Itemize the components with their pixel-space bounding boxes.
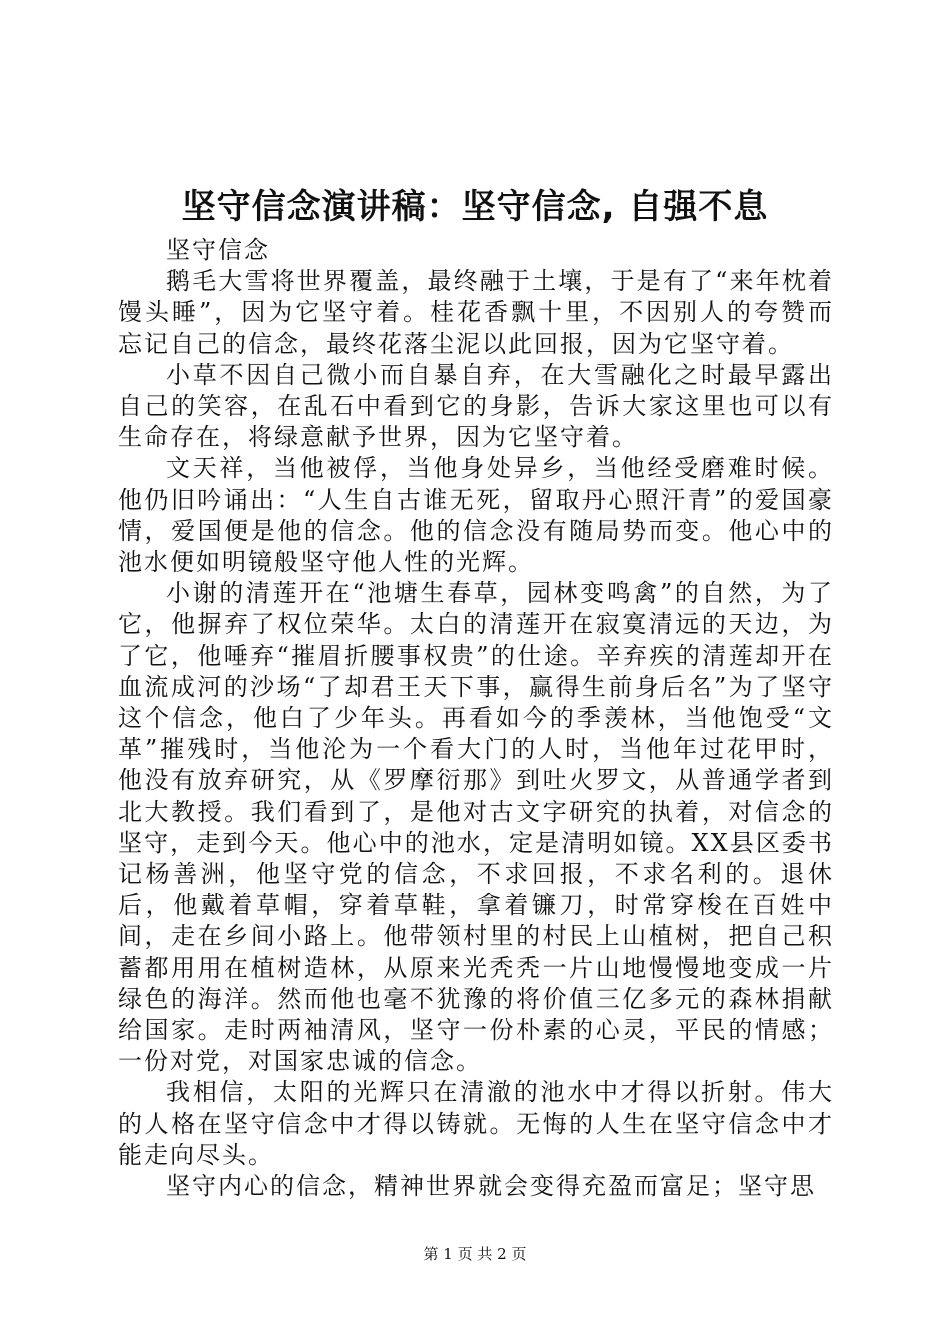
paragraph: 我相信，太阳的光辉只在清澈的池水中才得以折射。伟大的人格在坚守信念中才得以铸就。无悔的人生在坚守信念中才能走向尽头。 [118,1078,834,1169]
page-number-footer: 第 1 页 共 2 页 [423,1245,527,1263]
paragraph: 文天祥，当他被俘，当他身处异乡，当他经受磨难时候。他仍旧吟诵出：“人生自古谁无死，留取丹心照汗青”的爱国豪情，爱国便是他的信念。他的信念没有随局势而变。他心中的池水便如明镜般坚守他人性的光辉。 [118,454,834,577]
document-title: 坚守信念演讲稿：坚守信念, 自强不息 [181,187,769,227]
paragraph-subtitle: 坚守信念 [166,236,270,264]
paragraph: 小谢的清莲开在“池塘生春草，园林变鸣禽”的自然，为了它，他摒弃了权位荣华。太白的清莲开在寂寞清远的天边，为了它，他唾弃“摧眉折腰事权贵”的仕途。辛弃疾的清莲却开在血流成河的沙场“了却君王天下事，赢得生前身后名”为了坚守这个信念，他白了少年头。再看如今的季羡林，当他饱受“文革”摧残时，当他沦为一个看大门的人时，当他年过花甲时，他没有放弃研究，从《罗摩衍那》到吐火罗文，从普通学者到北大教授。我们看到了，是他对古文字研究的执着，对信念的坚守，走到今天。他心中的池水，定是清明如镜。XX县区委书记杨善洲，他坚守党的信念，不求回报，不求名利的。退休后，他戴着草帽，穿着草鞋，拿着镰刀，时常穿梭在百姓中间，走在乡间小路上。他带领村里的村民上山植树，把自己积蓄都用用在植树造林，从原来光秃秃一片山地慢慢地变成一片绿色的海洋。然而他也毫不犹豫的将价值三亿多元的森林捐献给国家。走时两袖清风，坚守一份朴素的心灵，平民的情感；一份对党，对国家忠诚的信念。 [118,579,834,1076]
paragraph: 鹅毛大雪将世界覆盖，最终融于土壤，于是有了“来年枕着馒头睡”，因为它坚守着。桂花香飘十里，不因别人的夸赞而忘记自己的信念，最终花落尘泥以此回报，因为它坚守着。 [118,267,834,358]
paragraph: 坚守内心的信念，精神世界就会变得充盈而富足；坚守思 [166,1172,816,1201]
paragraph: 小草不因自己微小而自暴自弃，在大雪融化之时最早露出自己的笑容，在乱石中看到它的身影，告诉大家这里也可以有生命存在，将绿意献予世界，因为它坚守着。 [118,360,834,452]
document-body [118,235,834,1202]
